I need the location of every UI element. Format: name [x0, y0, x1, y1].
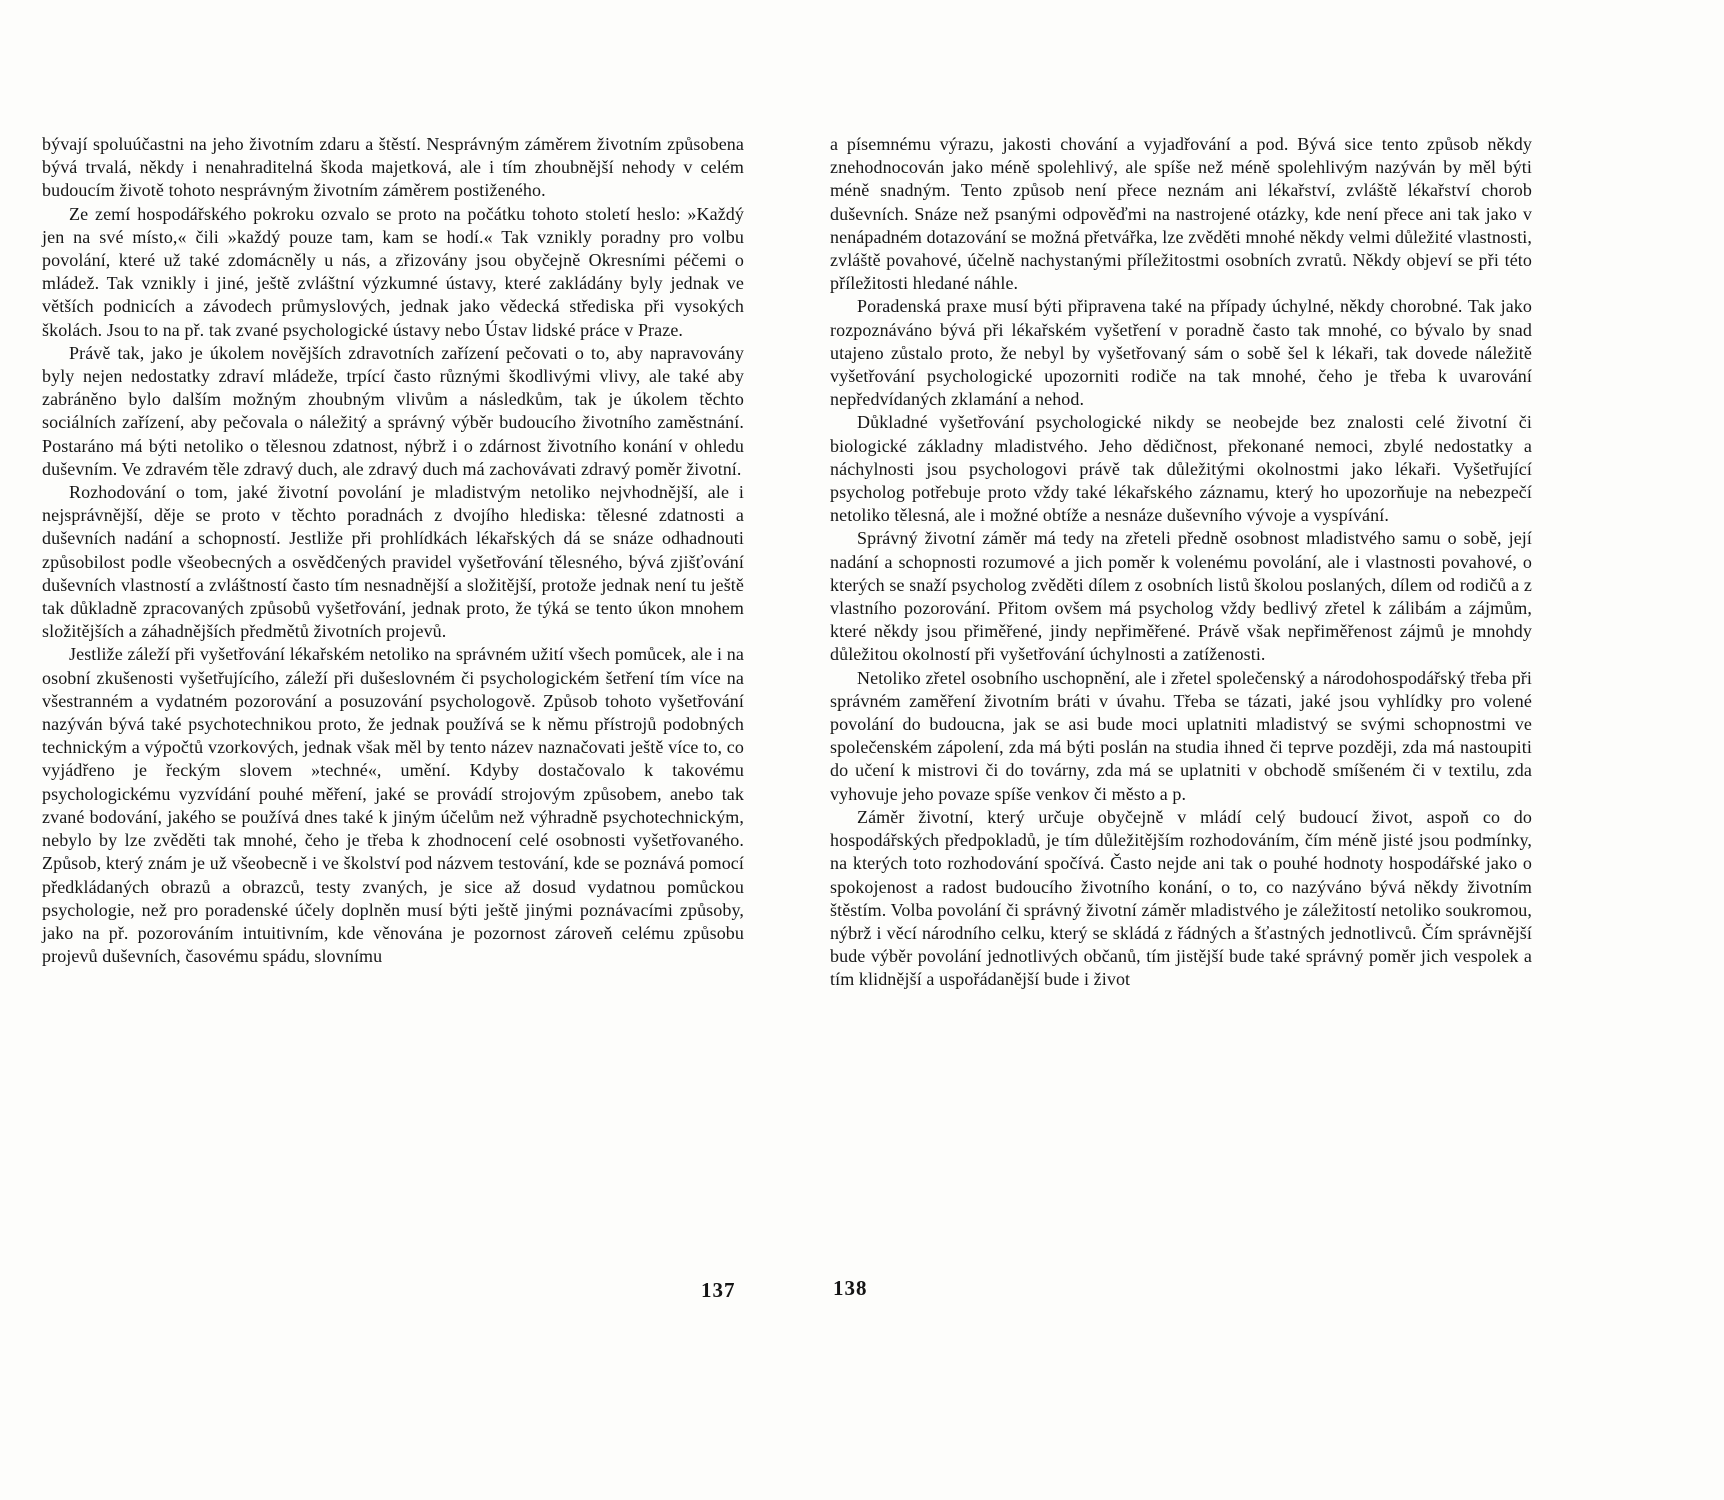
page-number-left: 137 [701, 1278, 736, 1302]
paragraph: Jestliže záleží při vyšetřování lékařském netoliko na správném užití všech pomůcek, ale i na osobní zkušenosti vyšetřujícího, záleží při dušeslovném či psychologickém šetření tím více na všestranném a vydatném pozorování a posuzování psychologově. Způsob tohoto vyšetřování nazýván bývá také psychotechnikou proto, že jednak používá se k němu přístrojů podobných technickým a výpočtů vzorkových, jednak však měl by tento název naznačovati ještě více to, co vyjádřeno je řeckým slovem »techné«, umění. Kdyby dostačovalo k takovému psychologickému vyzvídání pouhé měření, jaké se provádí strojovým způsobem, anebo tak zvané bodování, jakého se používá dnes také k jiným účelům než výhradně psychotechnickým, nebylo by lze zvěděti tak mnohé, čeho je třeba k zhodnocení celé osobnosti vyšetřovaného. Způsob, který znám je už všeobecně i ve školství pod názvem testování, kde se poznává pomocí předkládaných obrazů a obrazců, testy zvaných, je sice až dosud vydatnou pomůckou psychologie, než pro poradenské účely doplněn musí býti ještě jinými poznávacími způsoby, jako na př. pozorováním intuitivním, kde věnována je pozornost zároveň celému způsobu projevů duševních, časovému spádu, slovnímu [42, 644, 744, 967]
paragraph: Důkladné vyšetřování psychologické nikdy se neobejde bez znalosti celé životní či biologické základny mladistvého. Jeho dědičnost, překonané nemoci, zbylé nedostatky a náchylnosti jsou psychologovi právě tak důležitými okolnostmi jako lékaři. Vyšetřující psycholog potřebuje proto vždy také lékařského záznamu, který ho upozorňuje na nebezpečí netoliko tělesná, ale i možné obtíže a nesnáze duševního vývoje a vyspívání. [830, 412, 1532, 526]
paragraph: Správný životní záměr má tedy na zřeteli předně osobnost mladistvého samu o sobě, její nadání a schopnosti rozumové a jich poměr k volenému povolání, ale i vlastnosti povahové, o kterých se snaží psycholog zvěděti dílem z osobních listů školou poslaných, dílem od rodičů a z vlastního pozorování. Přitom ovšem má psycholog vždy bedlivý zřetel k zálibám a zájmům, které někdy jsou přiměřené, jindy nepřiměřené. Právě však nepřiměřenost zájmů je mnohdy důležitou okolností při vyšetřování úchylnosti a zatíženosti. [830, 528, 1532, 665]
paragraph: Rozhodování o tom, jaké životní povolání je mladistvým netoliko nejvhodnější, ale i nejsprávnější, děje se proto v těchto poradnách z dvojího hlediska: tělesné zdatnosti a duševních nadání a schopností. Jestliže při prohlídkách lékařských dá se snáze odhadnouti způsobilost podle všeobecných a osvědčených pravidel vyšetřování tělesného, bývá zjišťování duševních vlastností a zvláštností často tím nesnadnější a složitější, protože jednak není tu ještě tak důkladně zpracovaných způsobů vyšetřování, jednak proto, že týká se tento úkon mnohem složitějších a záhadnějších předmětů životních projevů. [42, 482, 744, 642]
paragraph: Záměr životní, který určuje obyčejně v mládí celý budoucí život, aspoň co do hospodářských předpokladů, je tím důležitějším rozhodováním, čím méně jisté jsou podmínky, na kterých toto rozhodování spočívá. Často nejde ani tak o pouhé hodnoty hospodářské jako o spokojenost a radost budoucího životního konání, o to, co nazýváno bývá někdy životním štěstím. Volba povolání či správný životní záměr mladistvého je záležitostí netoliko soukromou, nýbrž i věcí národního celku, který se skládá z řádných a šťastných jednotlivců. Čím správnější bude výběr povolání jednotlivých občanů, tím jistější bude také správný poměr jich vespolek a tím klidnější a uspořádanější bude i život [830, 806, 1532, 990]
paragraph: Ze zemí hospodářského pokroku ozvalo se proto na počátku tohoto století heslo: »Každý jen na své místo,« čili »každý pouze tam, kam se hodí.« Tak vznikly poradny pro volbu povolání, které už také zdomácněly u nás, a zřizovány jsou obyčejně Okresními péčemi o mládež. Tak vznikly i jiné, ještě zvláštní výzkumné ústavy, které zakládány byly jednak ve větších podnicích a závodech průmyslových, jednak jako vědecká střediska při vysokých školách. Jsou to na př. tak zvané psychologické ústavy nebo Ústav lidské práce v Praze. [42, 203, 744, 340]
paragraph: Netoliko zřetel osobního uschopnění, ale i zřetel společenský a národohospodářský třeba při správném zaměření životním bráti v úvahu. Třeba se tázati, jaké jsou vyhlídky pro volené povolání do budoucna, jak se asi bude moci uplatniti mladistvý se svými schopnostmi ve společenském zápolení, zda má býti poslán na studia ihned či teprve později, zda má nastoupiti do učení k mistrovi či do továrny, zda má se uplatniti v obchodě smíšeném či v textilu, zda vyhovuje jeho povaze spíše venkov či město a p. [830, 667, 1532, 804]
paragraph-continuation: a písemnému výrazu, jakosti chování a vyjadřování a pod. Bývá sice tento způsob někdy znehodnocován jako méně spolehlivý, ale spíše než méně spolehlivým nazýván by měl býti méně snadným. Tento způsob není přece neznám ani lékařství, zvláště lékařství chorob duševních. Snáze než psanými odpověďmi na nastrojené otázky, kde není přece ani tak jako v nenápadném dotazování se možná přetvářka, lze zvěděti mnohé někdy velmi důležité vlastnosti, zvláště povahové, účelně nachystanými příležitostmi osobních zvratů. Někdy objeví se při této příležitosti hledané náhle. [830, 134, 1532, 294]
paragraph: Poradenská praxe musí býti připravena také na případy úchylné, někdy chorobné. Tak jako rozpoznáváno bývá při lékařském vyšetření v poradně často tak mnohé, co bývalo by snad utajeno zůstalo proto, že nebyl by vyšetřovaný sám o sobě šel k lékaři, tak dovede náležitě vyšetřování psychologické upozorniti rodiče na tak mnohé, čeho je třeba k uvarování nepředvídaných zklamání a nehod. [830, 296, 1532, 410]
page-137-text-column [42, 133, 744, 968]
paragraph: Právě tak, jako je úkolem novějších zdravotních zařízení pečovati o to, aby napravovány byly nejen nedostatky zdraví mládeže, trpící často různými škodlivými vlivy, ale také aby zabráněno bylo dalším možným zhoubným vlivům a následkům, tak je úkolem těchto sociálních zařízení, aby pečovala o náležitý a správný výběr budoucího životního zaměstnání. Postaráno má býti netoliko o tělesnou zdatnost, nýbrž i o zdárnost životního konání v ohledu duševním. Ve zdravém těle zdravý duch, ale zdravý duch má zachovávati zdravý poměr životní. [42, 342, 744, 479]
paragraph-continuation: bývají spoluúčastni na jeho životním zdaru a štěstí. Nesprávným záměrem životním způsobena bývá trvalá, někdy i nenahraditelná škoda majetková, ale i tím zhoubnější nehody v celém budoucím životě tohoto nesprávným životním záměrem postiženého. [42, 134, 744, 201]
page-number-right: 138 [833, 1276, 868, 1300]
page-138-text-column [830, 133, 1532, 992]
